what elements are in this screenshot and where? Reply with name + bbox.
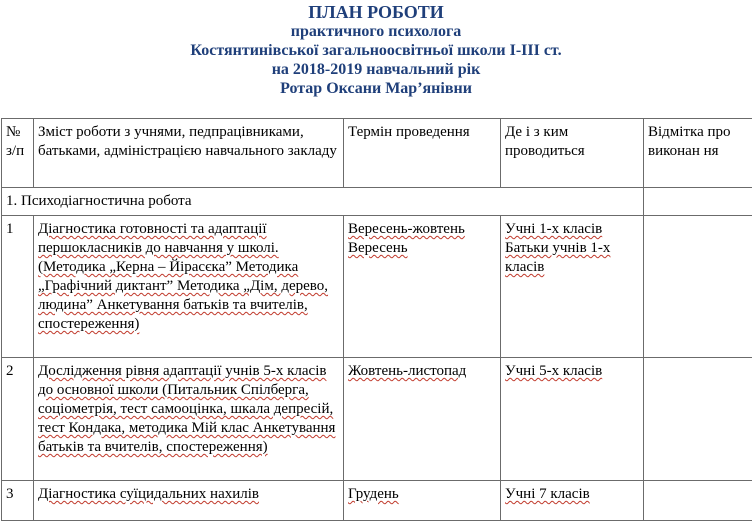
plan-title: ПЛАН РОБОТИ: [0, 2, 752, 22]
subtitle-position: практичного психолога: [0, 22, 752, 41]
table-row: [2, 481, 752, 521]
row-term: [344, 216, 501, 358]
row-mark: [644, 481, 752, 521]
row-term: [344, 358, 501, 481]
column-header-term: Термін проведення: [344, 119, 501, 188]
row-term-line: Грудень: [348, 485, 497, 504]
row-where: [501, 481, 644, 521]
column-header-number: № з/п: [2, 119, 34, 188]
work-plan-table: [1, 118, 752, 521]
row-where: [501, 216, 644, 358]
row-term-line: Вересень-жовтень: [348, 220, 497, 239]
row-where-line: Учні 7 класів: [505, 485, 640, 504]
section-mark-cell: [644, 188, 752, 216]
row-number: 1: [2, 216, 34, 358]
subtitle-year: на 2018-2019 навчальний рік: [0, 60, 752, 79]
row-mark: [644, 358, 752, 481]
row-where-line: Батьки учнів 1-х класів: [505, 239, 640, 277]
row-number: 3: [2, 481, 34, 521]
row-content: Дослідження рівня адаптації учнів 5-х класів до основної школи (Питальник Спілберга, соціометрія, тест самооцінка, шкала депресій, тест Кондака, методика Мій клас Анкетування батьків та вчителів, спостереження): [34, 358, 344, 481]
row-content: Діагностика суїцидальних нахилів: [34, 481, 344, 521]
row-where: [501, 358, 644, 481]
row-term-line: Жовтень-листопад: [348, 362, 497, 381]
row-number: 2: [2, 358, 34, 481]
column-header-where: Де і з ким проводиться: [501, 119, 644, 188]
row-where-line: Учні 1-х класів: [505, 220, 640, 239]
subtitle-school: Костянтинівської загальноосвітньої школи І-ІІІ ст.: [0, 41, 752, 60]
subtitle-author: Ротар Оксани Мар’янівни: [0, 79, 752, 98]
column-header-content: Зміст роботи з учнями, педпрацівниками, батьками, адміністрацією навчального закладу: [34, 119, 344, 188]
document-header: [0, 2, 752, 98]
row-term: [344, 481, 501, 521]
section-row: [2, 188, 752, 216]
row-term-line: Вересень: [348, 239, 497, 258]
column-header-mark: Відмітка про виконан ня: [644, 119, 752, 188]
table-row: [2, 358, 752, 481]
section-title: 1. Психодіагностична робота: [2, 188, 644, 216]
table-header-row: [2, 119, 752, 188]
row-content: Діагностика готовності та адаптації першокласників до навчання у школі. (Методика „Керна – Йірасєка” Методика „Графічний диктант” Методика „Дім, дерево, людина” Анкетування батьків та вчителів, спостереження): [34, 216, 344, 358]
row-mark: [644, 216, 752, 358]
table-row: [2, 216, 752, 358]
row-where-line: Учні 5-х класів: [505, 362, 640, 381]
